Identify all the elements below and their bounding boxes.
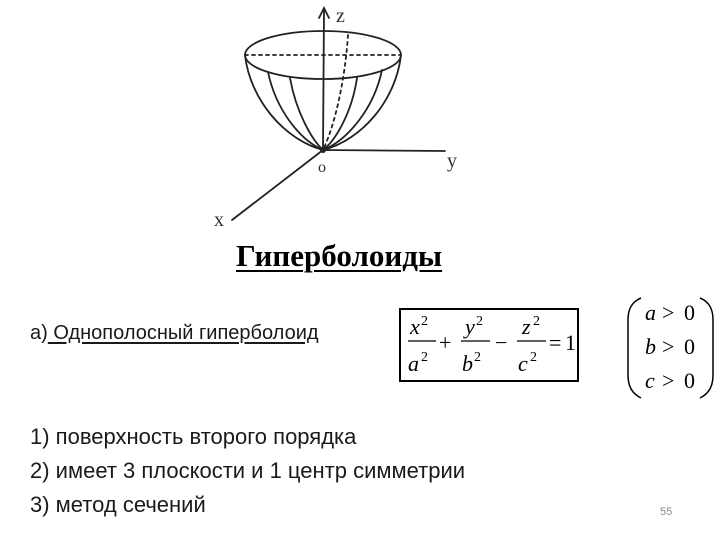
property-item: 2) имеет 3 плоскости и 1 центр симметрии [30, 458, 466, 483]
cond-1-rel: > [662, 300, 675, 325]
y-axis [323, 150, 445, 151]
eq-y: y [465, 314, 475, 339]
cond-1-var: a [645, 300, 656, 325]
eq-plus: + [439, 330, 452, 355]
property-item: 3) метод сечений [30, 492, 206, 517]
eq-rhs: 1 [565, 330, 576, 355]
eq-y-exp: 2 [476, 314, 483, 329]
cond-2-var: b [645, 334, 656, 359]
meridian-dashed [323, 35, 348, 150]
subtitle [30, 322, 319, 345]
cond-3-val: 0 [684, 368, 695, 393]
equation-frame [399, 308, 579, 382]
eq-a-exp: 2 [421, 350, 428, 365]
x-axis-label: x [214, 209, 224, 231]
origin-dot [320, 147, 326, 153]
eq-a: a [408, 351, 419, 376]
page-number: 55 [660, 506, 673, 518]
eq-equals: = [549, 330, 562, 355]
page-title: Гиперболоиды [236, 238, 443, 273]
eq-c-exp: 2 [530, 350, 537, 365]
eq-b: b [462, 351, 473, 376]
eq-b-exp: 2 [474, 350, 481, 365]
conditions-bracket [700, 298, 713, 398]
cond-2-val: 0 [684, 334, 695, 359]
conditions-block [628, 298, 713, 398]
y-axis-label: y [447, 150, 457, 172]
conditions-bracket [628, 298, 641, 398]
eq-z-exp: 2 [533, 314, 540, 329]
cond-1-val: 0 [684, 300, 695, 325]
eq-c: c [518, 351, 528, 376]
origin-label: o [318, 159, 326, 176]
subtitle-prefix: а) [30, 322, 48, 344]
properties-list [30, 420, 465, 522]
cond-3-var: c [645, 368, 655, 393]
subtitle-text: Однополосный гиперболоид [47, 322, 319, 344]
eq-z: z [522, 314, 531, 339]
property-item: 1) поверхность второго порядка [30, 424, 357, 449]
cond-2-rel: > [662, 334, 675, 359]
eq-x: x [410, 314, 420, 339]
eq-x-exp: 2 [421, 314, 428, 329]
x-axis [232, 150, 323, 220]
eq-minus: − [495, 330, 508, 355]
meridian-line [323, 70, 382, 150]
cond-3-rel: > [662, 368, 675, 393]
z-axis-label: z [336, 5, 345, 27]
